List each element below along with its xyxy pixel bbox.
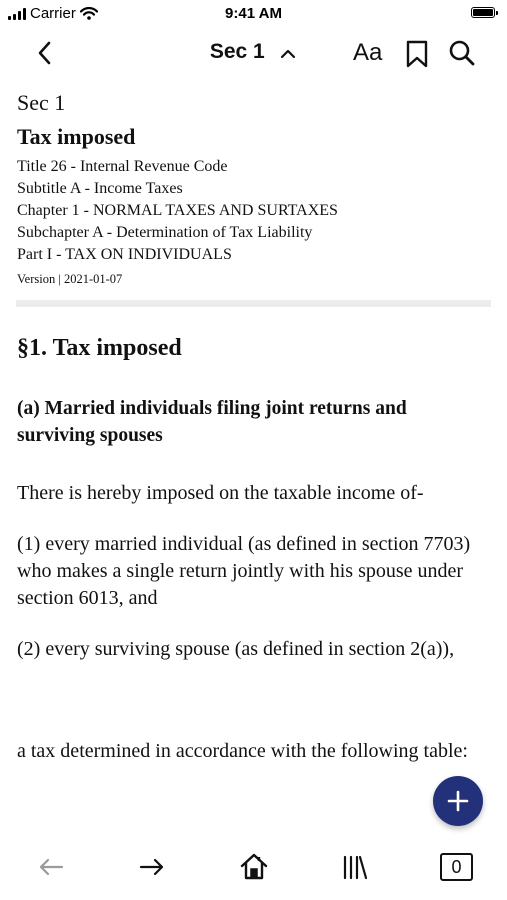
paragraph: (1) every married individual (as defined in section 7703) who makes a single return jointly with his spouse under section 6013, and	[17, 533, 471, 609]
status-bar	[0, 0, 507, 28]
section-title-toggle[interactable]	[0, 40, 507, 64]
bottom-toolbar	[0, 840, 507, 896]
status-time: 9:41 AM	[225, 5, 282, 22]
content-heading: §1. Tax imposed	[17, 335, 182, 361]
library-icon[interactable]	[340, 852, 370, 882]
carrier-label: Carrier	[30, 5, 76, 22]
battery-icon	[471, 7, 495, 18]
document-content	[17, 333, 487, 765]
version-label: Version | 2021-01-07	[17, 272, 123, 286]
section-title: Tax imposed	[17, 124, 136, 149]
navigation-bar	[0, 30, 507, 76]
nav-title: Sec 1	[209, 40, 265, 63]
plus-icon	[446, 789, 470, 813]
tab-count-button[interactable]: 0	[440, 853, 473, 881]
hierarchy-title: Title 26 - Internal Revenue Code	[17, 158, 228, 175]
section-divider	[16, 300, 491, 307]
hierarchy-subchapter: Subchapter A - Determination of Tax Liability	[17, 224, 313, 241]
subsection-heading: (a) Married individuals filing joint returns and surviving spouses	[17, 398, 407, 446]
document-header	[17, 90, 493, 287]
home-icon[interactable]	[239, 851, 269, 881]
hierarchy-subtitle: Subtitle A - Income Taxes	[17, 180, 183, 197]
hierarchy-chapter: Chapter 1 - NORMAL TAXES AND SURTAXES	[17, 202, 338, 219]
arrow-right-icon[interactable]	[137, 852, 167, 882]
hierarchy-part: Part I - TAX ON INDIVIDUALS	[17, 246, 232, 263]
search-icon[interactable]	[448, 39, 476, 67]
paragraph: There is hereby imposed on the taxable income of-	[17, 482, 424, 504]
bookmark-icon[interactable]	[405, 40, 429, 68]
paragraph: (2) every surviving spouse (as defined in section 2(a)),	[17, 638, 455, 660]
code-hierarchy	[17, 156, 493, 266]
section-number: Sec 1	[17, 90, 66, 115]
add-button[interactable]	[433, 776, 483, 826]
chevron-up-icon	[279, 47, 297, 61]
paragraph: a tax determined in accordance with the following table:	[17, 740, 468, 762]
font-size-button[interactable]: Aa	[353, 39, 383, 66]
arrow-left-icon[interactable]	[36, 852, 66, 882]
